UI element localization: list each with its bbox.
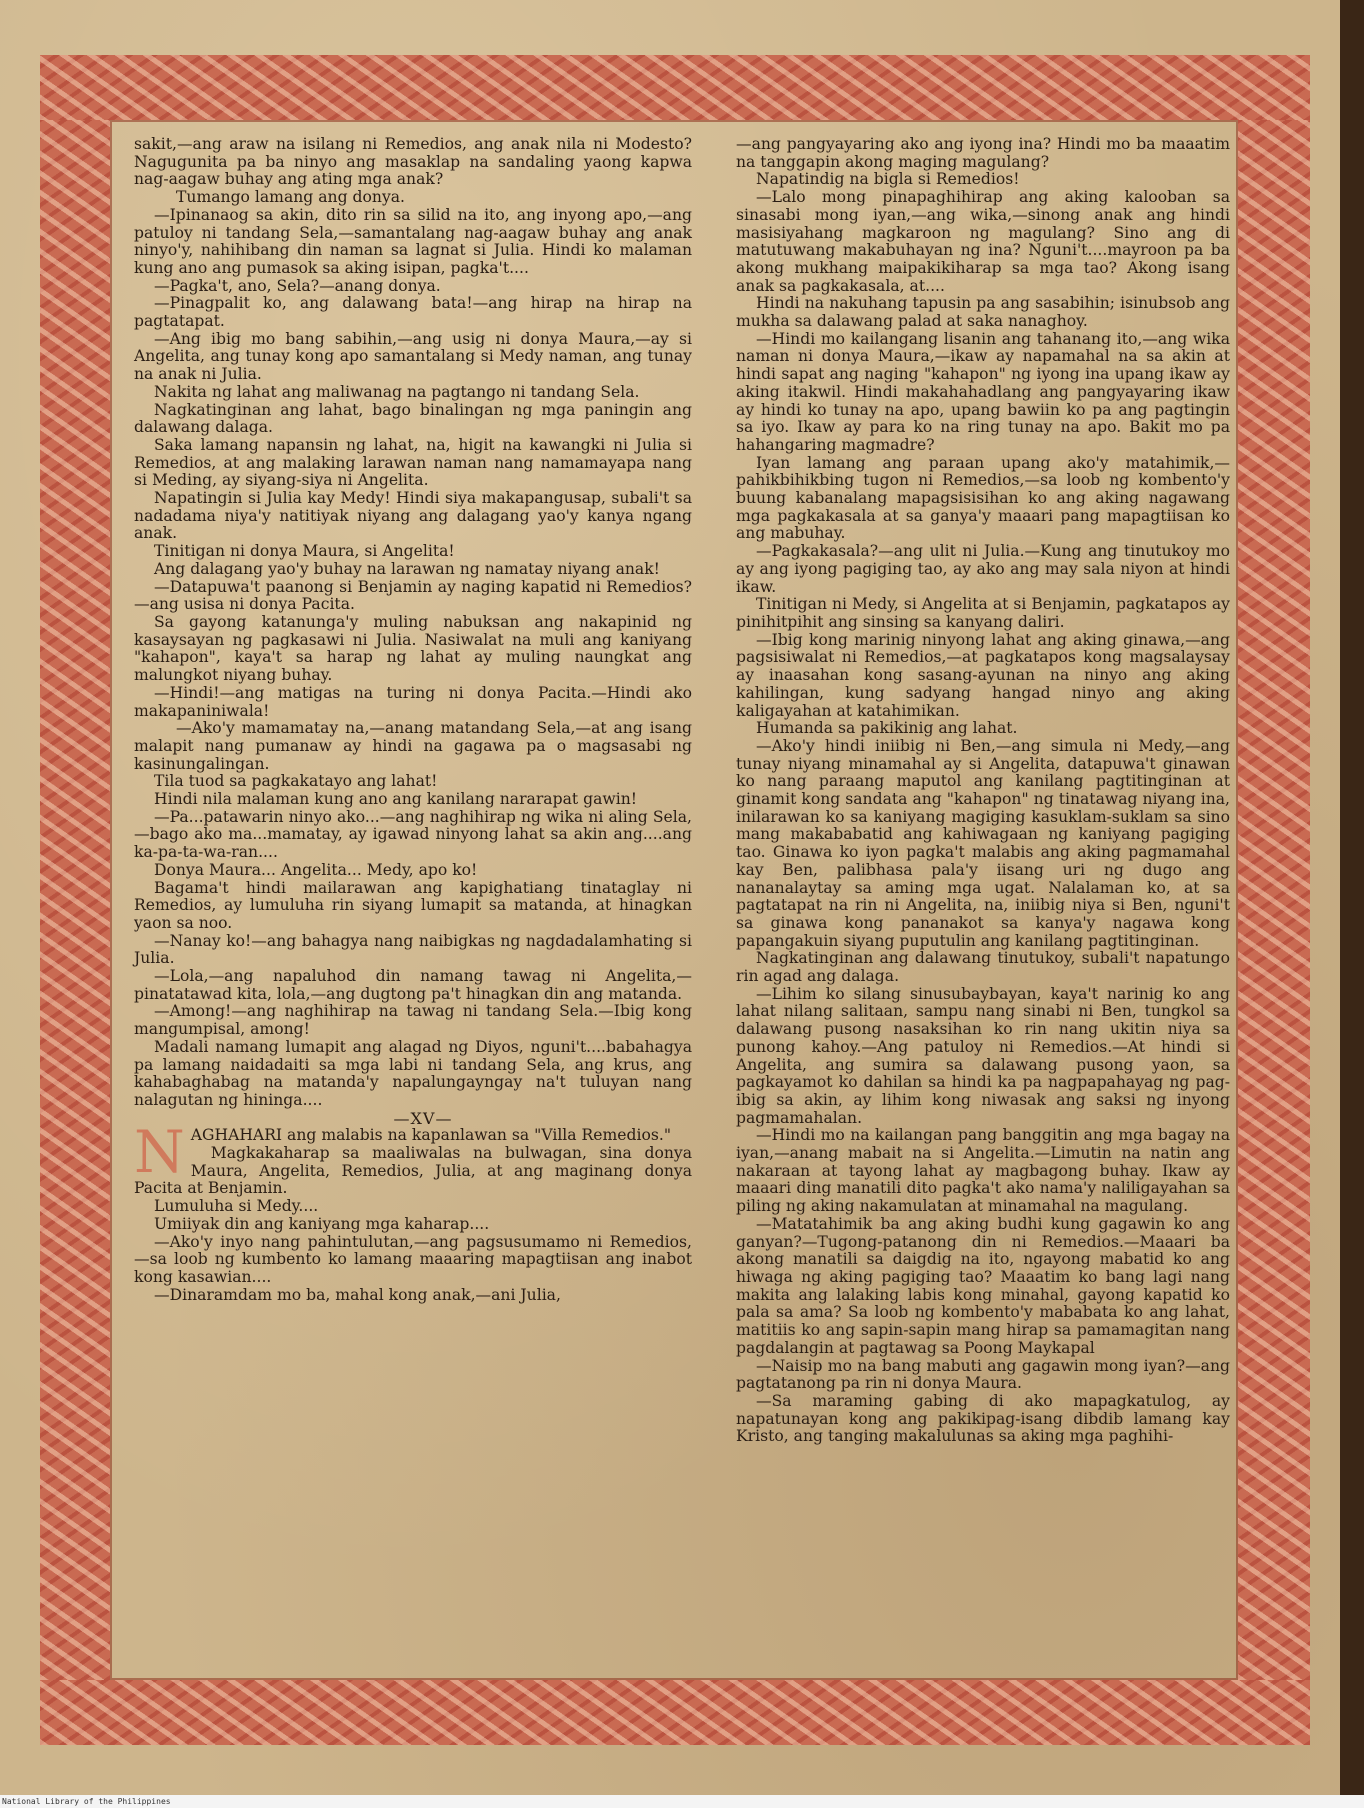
- paragraph: —Ang ibig mo bang sabihin,—ang usig ni donya Maura,—ay si Angelita, ang tunay kong apo samantalang si Medy naman, ang tunay na anak ni Julia.: [134, 329, 692, 384]
- paragraph: Nagkatinginan ang lahat, bago binalingan ng mga paningin ang dalawang dalaga.: [134, 400, 692, 437]
- paragraph: —Dinaramdam mo ba, mahal kong anak,—ani Julia,: [154, 1285, 561, 1304]
- paragraph: Tila tuod sa pagkakatayo ang lahat!: [154, 772, 438, 791]
- paragraph: Umiiyak din ang kaniyang mga kaharap....: [154, 1214, 490, 1233]
- paragraph: —Among!—ang naghihirap na tawag ni tandang Sela.—Ibig kong mangumpisal, among!: [134, 1002, 692, 1039]
- paragraph: —Hindi mo kailangang lisanin ang tahanang ito,—ang wika naman ni donya Maura,—ikaw ay napamahal na sa akin at hindi sapat ang naging "kahapon" ng iyong ina upang ikaw ay aking itakwil. Hindi makahahadlang ang pangyayaring ikaw ay hindi ko tunay na apo, upang bawiin ko pa ang pagtingin sa iyo. Ikaw ay para ko na ring tunay na apo. Bakit mo pa hahangaring magmadre?: [736, 329, 1230, 454]
- paragraph: —Datapuwa't paanong si Benjamin ay naging kapatid ni Remedios?—ang usisa ni donya Pacita.: [134, 577, 692, 614]
- paragraph: Tinitigan ni donya Maura, si Angelita!: [154, 542, 455, 561]
- paragraph: —Sa maraming gabing di ako mapagkatulog, ay napatunayan kong ang pakikipag-isang dibdib lamang kay Kristo, ang tanging makalulunas sa aking mga paghihi-: [736, 1391, 1230, 1446]
- paragraph: —Hindi!—ang matigas na turing ni donya Pacita.—Hindi ako makapaniniwala!: [134, 683, 692, 720]
- right-column: [736, 136, 1230, 1446]
- ornamental-border-top: [40, 55, 1310, 120]
- paragraph: Napatingin si Julia kay Medy! Hindi siya makapangusap, subali't sa nadadama niya'y natitiyak niyang ang dalagang yao'y kanya ngang anak.: [134, 489, 692, 543]
- chapter-heading: —XV—: [393, 1108, 453, 1128]
- paragraph: —Hindi mo na kailangan pang banggitin ang mga bagay na iyan,—anang mabait na si Angelita.—Limutin na natin ang nakaraan at tayong lahat ay magbagong buhay. Ikaw ay maaari ding manatili dito pagka't ako nama'y naliligayahan sa piling ng aking nakamulatan at minamahal na magulang.: [736, 1126, 1230, 1216]
- paragraph: —Ako'y inyo nang pahintulutan,—ang pagsusumamo ni Remedios,—sa loob ng kumbento ko lamang maaaring mapagtiisan ang inabot kong kasawian....: [134, 1232, 692, 1286]
- paragraph: —Lihim ko silang sinusubaybayan, kaya't narinig ko ang lahat nilang salitaan, sampu nang sinabi ni Ben, tungkol sa dalawang pusong nasaksihan ko rin nang ukitin niya sa punong kahoy.—Ang patuloy ni Remedios.—At hindi si Angelita, ang sumira sa dalawang pusong yaon, sa pagkayamot ko dahilan sa hindi ka pa nagpapahayag ng pag-ibig sa akin, ay lihim kong niwasak ang saksi ng inyong pagmamahalan.: [736, 984, 1230, 1127]
- paragraph: —Lalo mong pinapaghihirap ang aking kalooban sa sinasabi mong iyan,—ang wika,—sinong anak ang hindi masisiyahang magkaroon ng magulang? Sino ang di matutuwang makabuhayan ng ina? Nguni't....mayroon pa ba akong mukhang maipakikiharap sa mga tao? Akong isang anak sa pagkakasala, at....: [736, 188, 1230, 295]
- paragraph: Tinitigan ni Medy, si Angelita at si Benjamin, pagkatapos ay pinihitpihit ang sinsing sa kanyang daliri.: [736, 595, 1230, 631]
- paragraph: Nakita ng lahat ang maliwanag na pagtango ni tandang Sela.: [154, 382, 640, 401]
- paragraph: —Ako'y hindi iniibig ni Ben,—ang simula ni Medy,—ang tunay niyang minamahal ay si Angelita, datapuwa't ginawan ko nang paraang maputol ang kanilang pagtitinginan at ginamit kong sandata ang "kahapon" ng tinatawag niyang ina, inilarawan ko sa kaniyang magiging kasuklam-suklam sa sino mang makababatid ang kahiwagaan ng kaniyang pagiging tao. Ginawa ko iyon pagka't malabis ang aking pagmamahal kay Ben, palibhasa pala'y iisang uri ng dugo ang nananalaytay sa aming mga ugat. Nalalaman ko, at sa pagtatapat na rin ni Angelita, na, iniibig niya si Ben, nguni't sa ginawa kong pananakot sa kanya'y nagawa kong papangakuin siyang puputulin ang kanilang pagtitinginan.: [736, 736, 1230, 950]
- ornamental-border-left: [40, 120, 110, 1680]
- paragraph: Magkakaharap sa maaliwalas na bulwagan, sina donya Maura, Angelita, Remedios, Julia, at ang maginang donya Pacita at Benjamin.: [134, 1144, 692, 1198]
- paragraph: Bagama't hindi mailarawan ang kapighatiang tinataglay ni Remedios, ay lumuluha rin siyang lumapit sa matanda, at hinagkan yaon sa noo.: [134, 878, 692, 932]
- paragraph: Tumango lamang ang donya.: [176, 188, 406, 207]
- paragraph: —Pagka't, ano, Sela?—anang donya.: [154, 276, 441, 295]
- paragraph: Hindi na nakuhang tapusin pa ang sasabihin; isinubsob ang mukha sa dalawang palad at saka nanaghoy.: [736, 294, 1230, 331]
- library-credit: National Library of the Philippines: [2, 1797, 171, 1806]
- ornamental-border-bottom: [40, 1680, 1310, 1745]
- paragraph: Donya Maura... Angelita... Medy, apo ko!: [154, 860, 478, 879]
- paragraph: —Matatahimik ba ang aking budhi kung gagawin ko ang ganyan?—Tugong-patanong din ni Remedios.—Maaari ba akong manatili sa daigdig na ito, ngayong mabatid ko ang hiwaga ng aking pagiging tao? Maaatim ko bang lagi nang makita ang lalaking labis kong minahal, gayong kapatid ko pala sa ama? Sa loob ng kombento'y mababata ko ang lahat, matitiis ko ang sapin-sapin mang hirap sa pamamagitan nang pagdalangin at pagtawag sa Poong Maykapal: [736, 1214, 1230, 1357]
- paragraph: —Naisip mo na bang mabuti ang gagawin mong iyan?—ang pagtatanong pa rin ni donya Maura.: [736, 1356, 1230, 1393]
- paragraph: Iyan lamang ang paraan upang ako'y matahimik,—pahikbihikbing tugon ni Remedios,—sa loob ng kombento'y buung kabanalang mapagsisisihan ko ang aking nagawang mga pagkakasala at sa ganya'y maaari pang mapagtiisan ko ang mabuhay.: [736, 453, 1230, 543]
- paragraph: Sa gayong katanunga'y muling nabuksan ang nakapinid ng kasaysayan ng pagkasawi ni Julia. Nasiwalat na muli ang kaniyang "kahapon", kaya't sa harap ng lahat ay muling naungkat ang malungkot niyang buhay.: [134, 612, 692, 685]
- paragraph: Humanda sa pakikinig ang lahat.: [756, 719, 1018, 738]
- paragraph: —Nanay ko!—ang bahagya nang naibigkas ng nagdadalamhating si Julia.: [134, 931, 692, 968]
- paragraph: —Ipinanaog sa akin, dito rin sa silid na ito, ang inyong apo,—ang patuloy ni tandang Sela,—samantalang nag-aagaw buhay ang anak ninyo'y, nahihibang din naman sa lagnat si Julia. Hindi ko malaman kung ano ang pumasok sa aking isipan, pagka't....: [134, 205, 692, 277]
- paragraph: Napatindig na bigla si Remedios!: [756, 170, 1020, 189]
- paragraph: Ang dalagang yao'y buhay na larawan ng namatay niyang anak!: [154, 559, 660, 578]
- ornamental-border-right: [1238, 120, 1310, 1680]
- paragraph: —Ibig kong marinig ninyong lahat ang aking ginawa,—ang pagsisiwalat ni Remedios,—at pagkatapos kong magsalaysay ay inaasahan kong sasang-ayunan na ninyo ang aking kahilingan, kung sadyang hangad ninyo ang aking kaligayahan at katahimikan.: [736, 630, 1230, 720]
- paragraph: —ang pangyayaring ako ang iyong ina? Hindi mo ba maaatim na tanggapin akong maging magulang?: [736, 135, 1230, 171]
- paragraph: Hindi nila malaman kung ano ang kanilang nararapat gawin!: [154, 790, 638, 809]
- left-column: [134, 136, 692, 1304]
- paragraph: Saka lamang napansin ng lahat, na, higit na kawangki ni Julia si Remedios, at ang malaking larawan naman nang namamayapa nang si Meding, ay siyang-siya ni Angelita.: [134, 435, 692, 490]
- paragraph: —Lola,—ang napaluhod din namang tawag ni Angelita,—pinatatawad kita, lola,—ang dugtong pa't hinagkan din ang matanda.: [134, 967, 692, 1003]
- footer-bar: [0, 1795, 1364, 1808]
- paragraph: —Pinagpalit ko, ang dalawang bata!—ang hirap na hirap na pagtatapat.: [134, 294, 692, 331]
- paragraph: AGHAHARI ang malabis na kapanlawan sa "Villa Remedios.": [190, 1126, 672, 1145]
- paragraph: —Pagkakasala?—ang ulit ni Julia.—Kung ang tinutukoy mo ay ang iyong pagiging tao, ay ako ang may sala niyon at hindi ikaw.: [736, 542, 1230, 596]
- paragraph: Nagkatinginan ang dalawang tinutukoy, subali't napatungo rin agad ang dalaga.: [736, 949, 1230, 986]
- page-edge-shadow: [1340, 0, 1364, 1795]
- paragraph: Lumuluha si Medy....: [154, 1197, 319, 1216]
- paragraph: —Ako'y mamamatay na,—anang matandang Sela,—at ang isang malapit nang pumanaw ay hindi na gagawa pa o magsasabi ng kasinungalingan.: [134, 719, 692, 773]
- paragraph: Madali namang lumapit ang alagad ng Diyos, nguni't....babahagya pa lamang naidadaiti sa mga labi ni tandang Sela, ang krus, ang kahabaghabag na matanda'y napalungayngay na't tuluyan nang nalagutan ng hininga....: [134, 1037, 692, 1109]
- paragraph: —Pa...patawarin ninyo ako...—ang naghihirap ng wika ni aling Sela,—bago ako ma...mamatay, ay igawad ninyong lahat sa akin ang....ang ka-pa-ta-wa-ran....: [134, 807, 692, 862]
- drop-cap: N: [134, 1118, 185, 1187]
- paragraph: sakit,—ang araw na isilang ni Remedios, ang anak nila ni Modesto? Nagugunita pa ba ninyo ang masaklap na sandaling yaong kapwa nag-aagaw buhay ang ating mga anak?: [134, 135, 692, 189]
